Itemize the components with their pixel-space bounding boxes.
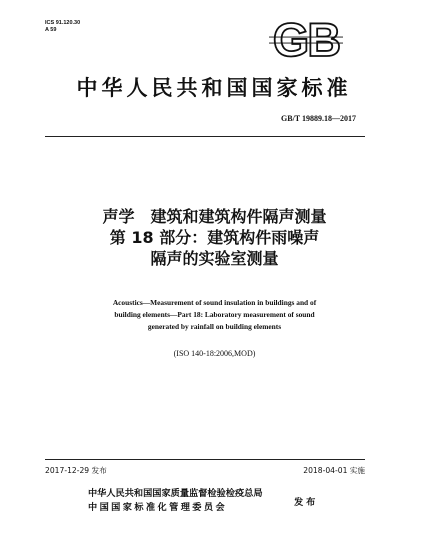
chinese-title-line-1: 声学 建筑和建筑构件隔声测量: [102, 207, 327, 226]
publish-label: 发布: [294, 497, 319, 508]
ccs-code: A 59: [45, 27, 57, 33]
issuer-aqsiq: 中华人民共和国国家质量监督检验检疫总局: [88, 488, 263, 499]
implementation-date: 2018-04-01 实施: [303, 466, 365, 475]
standard-number: GB/T 19889.18—2017: [281, 114, 356, 123]
chinese-title-line-3: 隔声的实验室测量: [150, 249, 279, 268]
top-divider: [45, 136, 365, 137]
english-title-line-1: Acoustics—Measurement of sound insulation in buildings and of: [112, 298, 317, 307]
chinese-title: [40, 206, 389, 269]
standard-type-title: 中华人民共和国国家标准: [76, 75, 352, 100]
chinese-title-line-2: 第 18 部分：建筑构件雨噪声: [109, 228, 320, 247]
issue-date: 2017-12-29 发布: [45, 466, 107, 475]
english-title-line-3: generated by rainfall on building elements: [147, 322, 282, 331]
bottom-divider: [45, 459, 365, 460]
english-title-line-2: building elements—Part 18: Laboratory measurement of sound: [114, 310, 315, 319]
english-title: [40, 297, 389, 333]
gb-logo: [262, 18, 350, 60]
classification-codes: [45, 20, 80, 34]
gb-logo-text: GB: [272, 18, 340, 60]
issuing-authorities: [88, 487, 263, 515]
iso-reference: (ISO 140-18:2006,MOD): [173, 349, 256, 358]
ics-code: ICS 91.120.30: [45, 20, 81, 26]
issuer-sac: 中国国家标准化管理委员会: [88, 502, 228, 513]
